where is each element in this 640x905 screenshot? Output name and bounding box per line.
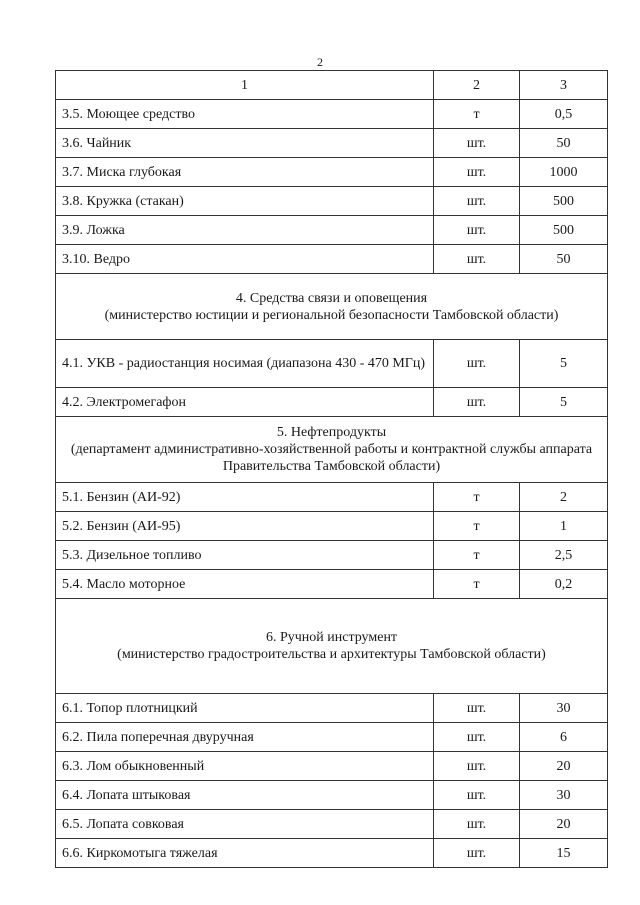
item-name: 5.3. Дизельное топливо: [56, 541, 434, 570]
table-row: [56, 129, 608, 158]
table-row: [56, 100, 608, 129]
item-quantity: 6: [520, 723, 608, 752]
item-name: 6.2. Пила поперечная двуручная: [56, 723, 434, 752]
item-unit: т: [434, 100, 520, 129]
section-header: [56, 417, 608, 483]
item-quantity: 2: [520, 483, 608, 512]
item-quantity: 0,2: [520, 570, 608, 599]
item-quantity: 50: [520, 245, 608, 274]
item-unit: шт.: [434, 388, 520, 417]
page-number: 2: [317, 55, 323, 69]
section-header-cell: [56, 599, 608, 694]
item-unit: шт.: [434, 129, 520, 158]
item-name: 6.6. Киркомотыга тяжелая: [56, 839, 434, 868]
table-row: [56, 483, 608, 512]
item-name: 5.1. Бензин (АИ-92): [56, 483, 434, 512]
item-quantity: 15: [520, 839, 608, 868]
table-row: [56, 570, 608, 599]
item-name: 5.4. Масло моторное: [56, 570, 434, 599]
item-quantity: 5: [520, 340, 608, 388]
item-unit: т: [434, 483, 520, 512]
item-name: 6.3. Лом обыкновенный: [56, 752, 434, 781]
table-row: [56, 216, 608, 245]
table-row: [56, 158, 608, 187]
item-name: 6.5. Лопата совковая: [56, 810, 434, 839]
item-unit: т: [434, 512, 520, 541]
header-col-1: 1: [56, 71, 434, 100]
item-quantity: 1: [520, 512, 608, 541]
item-quantity: 30: [520, 781, 608, 810]
table-row: [56, 388, 608, 417]
item-unit: т: [434, 541, 520, 570]
item-name: 3.5. Моющее средство: [56, 100, 434, 129]
item-quantity: 5: [520, 388, 608, 417]
item-unit: шт.: [434, 245, 520, 274]
section-subtitle: (министерство градостроительства и архитектуры Тамбовской области): [117, 647, 546, 662]
header-col-3: 3: [520, 71, 608, 100]
section-subtitle: (департамент административно-хозяйственной работы и контрактной службы аппарата Правительства Тамбовской области): [70, 442, 593, 474]
item-name: 3.10. Ведро: [56, 245, 434, 274]
table-row: [56, 245, 608, 274]
section-title: 5. Нефтепродукты: [276, 425, 387, 440]
section-subtitle: (министерство юстиции и региональной безопасности Тамбовской области): [104, 307, 559, 323]
item-name: 4.2. Электромегафон: [56, 388, 434, 417]
item-quantity: 1000: [520, 158, 608, 187]
item-quantity: 500: [520, 216, 608, 245]
item-unit: шт.: [434, 781, 520, 810]
table-row: [56, 723, 608, 752]
section-header-cell: [56, 274, 608, 340]
item-quantity: 500: [520, 187, 608, 216]
item-name: 3.9. Ложка: [56, 216, 434, 245]
table-row: [56, 694, 608, 723]
item-unit: шт.: [434, 810, 520, 839]
item-unit: шт.: [434, 216, 520, 245]
item-name: 5.2. Бензин (АИ-95): [56, 512, 434, 541]
item-unit: шт.: [434, 694, 520, 723]
section-header-cell: [56, 417, 608, 483]
item-name: 3.7. Миска глубокая: [56, 158, 434, 187]
section-title: 6. Ручной инструмент: [265, 630, 398, 645]
section-header: [56, 599, 608, 694]
item-unit: т: [434, 570, 520, 599]
table-row: [56, 810, 608, 839]
supplies-table: [55, 70, 608, 868]
header-row: [56, 71, 608, 100]
table-row: [56, 541, 608, 570]
item-quantity: 30: [520, 694, 608, 723]
header-col-2: 2: [434, 71, 520, 100]
table-row: [56, 839, 608, 868]
table-row: [56, 752, 608, 781]
item-unit: шт.: [434, 839, 520, 868]
table-row: [56, 187, 608, 216]
section-header: [56, 274, 608, 340]
section-title: 4. Средства связи и оповещения: [235, 290, 428, 306]
item-name: 6.4. Лопата штыковая: [56, 781, 434, 810]
item-unit: шт.: [434, 340, 520, 388]
item-unit: шт.: [434, 187, 520, 216]
table-row: [56, 512, 608, 541]
item-name: 3.8. Кружка (стакан): [56, 187, 434, 216]
item-unit: шт.: [434, 752, 520, 781]
item-quantity: 20: [520, 810, 608, 839]
item-name: 6.1. Топор плотницкий: [56, 694, 434, 723]
item-name: 4.1. УКВ - радиостанция носимая (диапазона 430 - 470 МГц): [56, 340, 434, 388]
table-row: [56, 781, 608, 810]
item-quantity: 2,5: [520, 541, 608, 570]
item-name: 3.6. Чайник: [56, 129, 434, 158]
item-unit: шт.: [434, 158, 520, 187]
item-quantity: 50: [520, 129, 608, 158]
item-quantity: 20: [520, 752, 608, 781]
item-unit: шт.: [434, 723, 520, 752]
table-row: [56, 340, 608, 388]
item-quantity: 0,5: [520, 100, 608, 129]
